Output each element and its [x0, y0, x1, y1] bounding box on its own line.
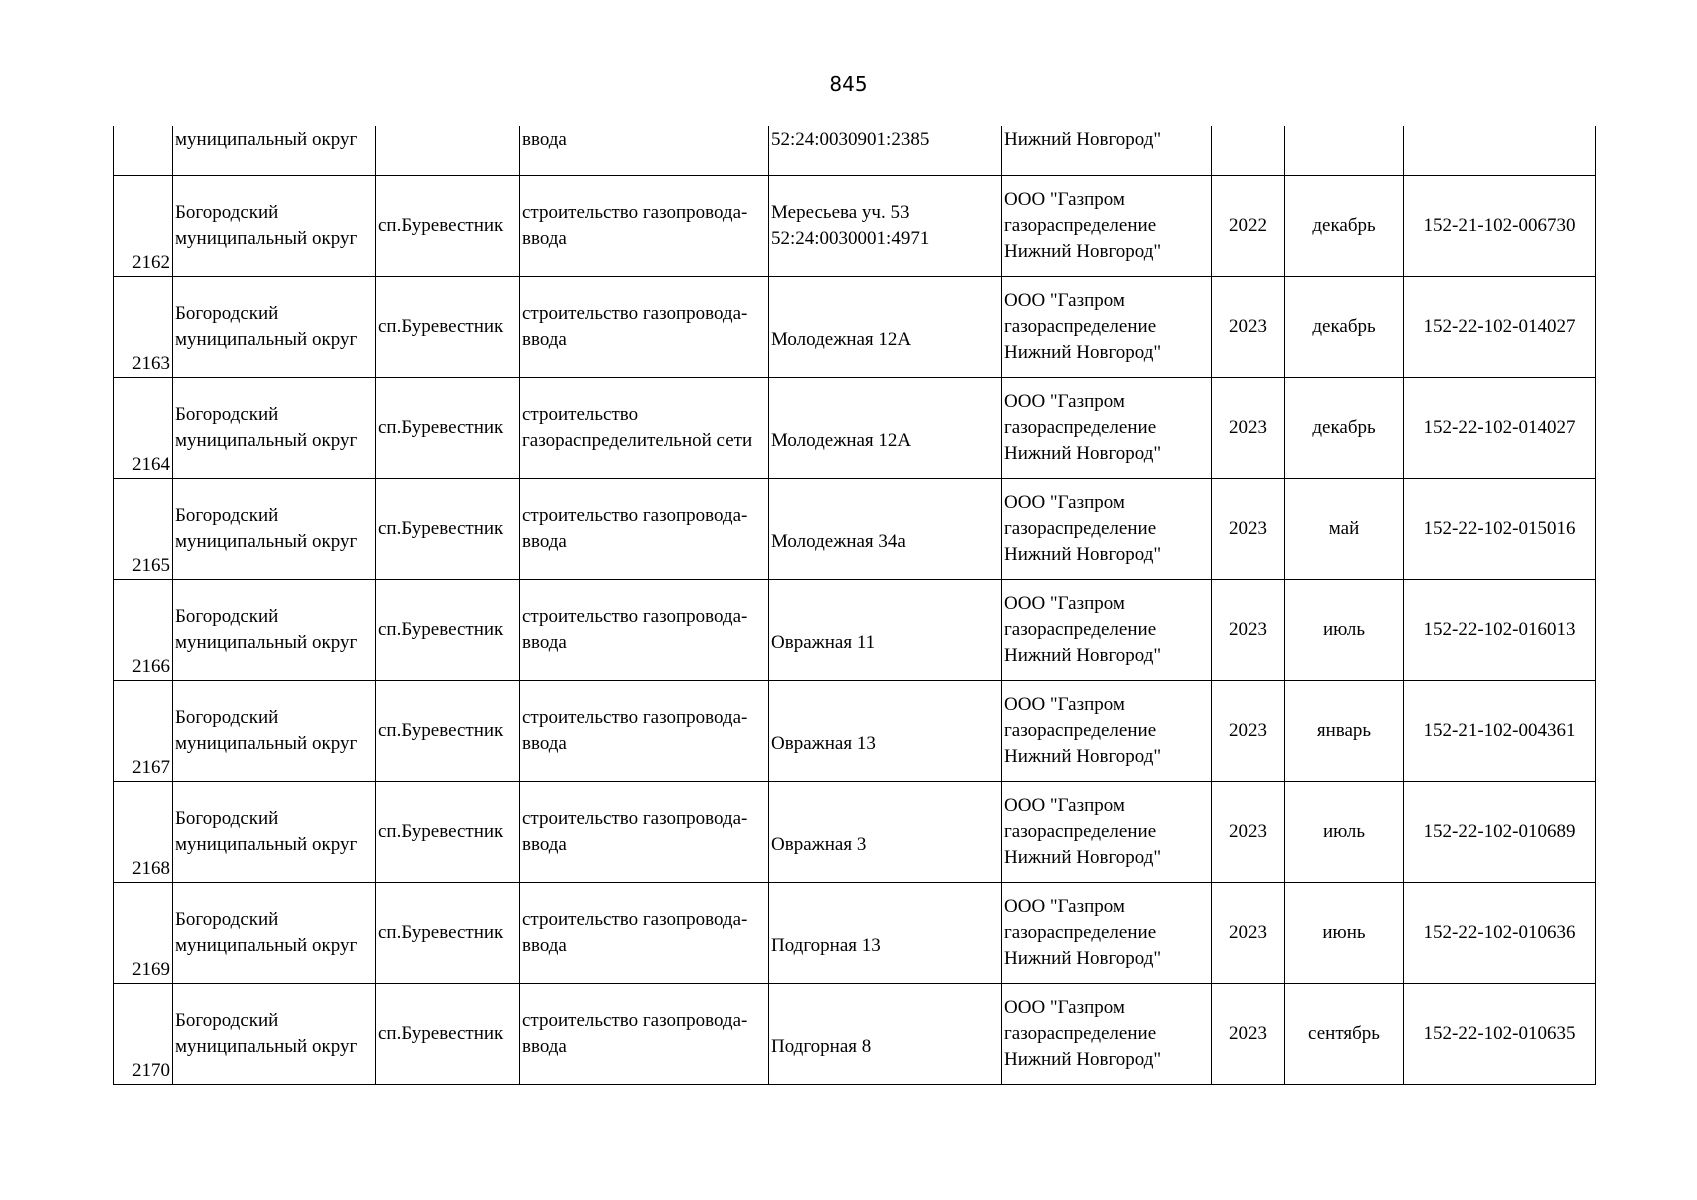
work-type-cell-line: строительство газопровода- [522, 303, 748, 324]
organization-cell-line: ООО "Газпром [1004, 391, 1125, 412]
code-cell: 152-22-102-015016 [1404, 479, 1596, 580]
month-cell: сентябрь [1285, 984, 1404, 1085]
district-cell-line: муниципальный округ [175, 935, 358, 956]
organization-cell-line: ООО "Газпром [1004, 694, 1125, 715]
table-row [114, 782, 1596, 883]
address-cell [769, 176, 1002, 277]
work-type-cell-line: строительство газопровода- [522, 202, 748, 223]
work-type-cell-line: строительство газопровода- [522, 808, 748, 829]
work-type-cell [520, 277, 769, 378]
month-cell: декабрь [1285, 378, 1404, 479]
work-type-cell-line: газораспределительной сети [522, 430, 753, 451]
organization-cell-line: Нижний Новгород" [1004, 241, 1162, 262]
work-type-cell-line: ввода [522, 632, 567, 653]
address-cell-line [771, 301, 999, 327]
work-type-cell [520, 378, 769, 479]
address-cell [769, 479, 1002, 580]
district-cell-line: Богородский [175, 909, 279, 930]
table-row [114, 176, 1596, 277]
work-type-cell-line: ввода [522, 935, 567, 956]
organization-cell-line: Нижний Новгород" [1004, 342, 1162, 363]
year-cell: 2022 [1212, 176, 1285, 277]
page-number: 845 [829, 72, 868, 96]
district-cell-line: муниципальный округ [175, 1036, 358, 1057]
organization-cell [1002, 580, 1212, 681]
district-cell-line: муниципальный округ [175, 531, 358, 552]
code-cell: 152-22-102-014027 [1404, 277, 1596, 378]
organization-cell-line: газораспределение [1004, 1023, 1157, 1044]
work-type-cell-line: ввода [522, 1036, 567, 1057]
organization-cell-line: газораспределение [1004, 215, 1157, 236]
district-cell [173, 479, 376, 580]
work-type-cell [520, 883, 769, 984]
code-cell: 152-22-102-016013 [1404, 580, 1596, 681]
registry-table [113, 126, 1596, 1085]
organization-cell-line: Нижний Новгород" [1004, 645, 1162, 666]
work-type-cell-line: строительство газопровода- [522, 606, 748, 627]
address-cell-line [771, 705, 999, 731]
organization-cell-line: ООО "Газпром [1004, 492, 1125, 513]
year-cell: 2023 [1212, 277, 1285, 378]
work-type-cell-line: строительство газопровода- [522, 1010, 748, 1031]
work-type-cell-line: строительство [522, 404, 639, 425]
row-number: 2169 [114, 883, 173, 984]
settlement-cell: сп.Буревестник [376, 479, 520, 580]
table-row [114, 479, 1596, 580]
address-cell [769, 277, 1002, 378]
code-cell: 152-22-102-014027 [1404, 378, 1596, 479]
table-row [114, 277, 1596, 378]
address-cell-line [771, 907, 999, 933]
district-cell [173, 883, 376, 984]
district-cell [173, 782, 376, 883]
row-number: 2165 [114, 479, 173, 580]
code-cell [1404, 126, 1596, 176]
address-cell-line: 52:24:0030001:4971 [771, 228, 930, 249]
code-cell: 152-21-102-004361 [1404, 681, 1596, 782]
address-cell-line: Подгорная 13 [771, 935, 881, 956]
year-cell [1212, 126, 1285, 176]
address-cell [769, 580, 1002, 681]
work-type-cell [520, 984, 769, 1085]
year-cell: 2023 [1212, 580, 1285, 681]
year-cell: 2023 [1212, 782, 1285, 883]
organization-cell [1002, 378, 1212, 479]
address-cell [769, 378, 1002, 479]
organization-cell [1002, 984, 1212, 1085]
table-row [114, 378, 1596, 479]
month-cell: январь [1285, 681, 1404, 782]
month-cell: май [1285, 479, 1404, 580]
year-cell: 2023 [1212, 378, 1285, 479]
work-type-cell [520, 681, 769, 782]
code-cell: 152-22-102-010635 [1404, 984, 1596, 1085]
table-row [114, 984, 1596, 1085]
organization-cell [1002, 277, 1212, 378]
district-cell-line: Богородский [175, 202, 279, 223]
district-cell-line: Богородский [175, 606, 279, 627]
table-row [114, 681, 1596, 782]
address-cell-line: Овражная 3 [771, 834, 867, 855]
organization-cell [1002, 176, 1212, 277]
settlement-cell: сп.Буревестник [376, 176, 520, 277]
address-cell-line [771, 1008, 999, 1034]
organization-cell-line: газораспределение [1004, 518, 1157, 539]
settlement-cell: сп.Буревестник [376, 580, 520, 681]
year-cell: 2023 [1212, 984, 1285, 1085]
work-type-cell [520, 176, 769, 277]
organization-cell-line: ООО "Газпром [1004, 189, 1125, 210]
code-cell: 152-22-102-010636 [1404, 883, 1596, 984]
year-cell: 2023 [1212, 681, 1285, 782]
organization-cell [1002, 782, 1212, 883]
district-cell [173, 984, 376, 1085]
organization-cell-line: Нижний Новгород" [1004, 1049, 1162, 1070]
work-type-cell-line: строительство газопровода- [522, 707, 748, 728]
work-type-cell-line: ввода [522, 733, 567, 754]
row-number: 2168 [114, 782, 173, 883]
year-cell: 2023 [1212, 883, 1285, 984]
year-cell: 2023 [1212, 479, 1285, 580]
address-cell-line [771, 604, 999, 630]
work-type-cell-line: строительство газопровода- [522, 909, 748, 930]
organization-cell [1002, 883, 1212, 984]
organization-cell-line: ООО "Газпром [1004, 795, 1125, 816]
district-cell-line: Богородский [175, 1010, 279, 1031]
table-row-continued [114, 126, 1596, 176]
settlement-cell: сп.Буревестник [376, 378, 520, 479]
organization-cell-line: газораспределение [1004, 922, 1157, 943]
district-cell [173, 378, 376, 479]
settlement-cell: сп.Буревестник [376, 984, 520, 1085]
address-cell-line [771, 402, 999, 428]
work-type-cell-line: ввода [522, 329, 567, 350]
row-number: 2166 [114, 580, 173, 681]
month-cell [1285, 126, 1404, 176]
organization-cell-line: газораспределение [1004, 821, 1157, 842]
district-cell-line: муниципальный округ [175, 632, 358, 653]
settlement-cell [376, 126, 520, 176]
work-type-cell [520, 479, 769, 580]
work-type-cell-line: ввода [522, 834, 567, 855]
organization-cell [1002, 681, 1212, 782]
month-cell: июнь [1285, 883, 1404, 984]
organization-cell-line: газораспределение [1004, 619, 1157, 640]
month-cell: декабрь [1285, 277, 1404, 378]
organization-cell-line: ООО "Газпром [1004, 997, 1125, 1018]
district-cell-line: муниципальный округ [175, 834, 358, 855]
code-cell: 152-21-102-006730 [1404, 176, 1596, 277]
organization-cell-line: газораспределение [1004, 316, 1157, 337]
settlement-cell: сп.Буревестник [376, 277, 520, 378]
row-number: 2167 [114, 681, 173, 782]
address-cell-line: Молодежная 12А [771, 430, 912, 451]
address-cell-line: Мересьева уч. 53 [771, 202, 910, 223]
organization-cell-line: ООО "Газпром [1004, 593, 1125, 614]
address-cell [769, 782, 1002, 883]
month-cell: июль [1285, 782, 1404, 883]
organization-cell [1002, 479, 1212, 580]
address-cell [769, 681, 1002, 782]
address-cell [769, 883, 1002, 984]
row-number: 2162 [114, 176, 173, 277]
organization-cell-line: Нижний Новгород" [1004, 443, 1162, 464]
organization-cell-line: ООО "Газпром [1004, 896, 1125, 917]
district-cell [173, 580, 376, 681]
district-cell-line: муниципальный округ [175, 228, 358, 249]
address-cell-line: Овражная 13 [771, 733, 876, 754]
address-cell-line: Овражная 11 [771, 632, 876, 653]
district-cell: муниципальный округ [173, 126, 376, 176]
district-cell-line: муниципальный округ [175, 430, 358, 451]
month-cell: декабрь [1285, 176, 1404, 277]
organization-cell-line: Нижний Новгород" [1004, 746, 1162, 767]
address-cell-line: Молодежная 34а [771, 531, 906, 552]
organization-cell-line: ООО "Газпром [1004, 290, 1125, 311]
table-row [114, 580, 1596, 681]
address-cell-line: Молодежная 12А [771, 329, 912, 350]
district-cell-line: муниципальный округ [175, 733, 358, 754]
code-cell: 152-22-102-010689 [1404, 782, 1596, 883]
table-row [114, 883, 1596, 984]
district-cell [173, 176, 376, 277]
address-cell-line [771, 806, 999, 832]
work-type-cell-line: ввода [522, 228, 567, 249]
organization-cell-line: Нижний Новгород" [1004, 948, 1162, 969]
row-number [114, 126, 173, 176]
district-cell [173, 277, 376, 378]
work-type-cell-line: ввода [522, 531, 567, 552]
work-type-cell-line: строительство газопровода- [522, 505, 748, 526]
work-type-cell [520, 782, 769, 883]
settlement-cell: сп.Буревестник [376, 782, 520, 883]
address-cell-line: Подгорная 8 [771, 1036, 872, 1057]
district-cell [173, 681, 376, 782]
table-body [114, 126, 1596, 1085]
address-cell-line [771, 503, 999, 529]
address-cell [769, 984, 1002, 1085]
month-cell: июль [1285, 580, 1404, 681]
row-number: 2163 [114, 277, 173, 378]
district-cell-line: Богородский [175, 505, 279, 526]
row-number: 2170 [114, 984, 173, 1085]
district-cell-line: Богородский [175, 303, 279, 324]
district-cell-line: муниципальный округ [175, 329, 358, 350]
organization-cell: Нижний Новгород" [1002, 126, 1212, 176]
organization-cell-line: Нижний Новгород" [1004, 544, 1162, 565]
address-cell: 52:24:0030901:2385 [769, 126, 1002, 176]
organization-cell-line: газораспределение [1004, 417, 1157, 438]
organization-cell-line: Нижний Новгород" [1004, 847, 1162, 868]
settlement-cell: сп.Буревестник [376, 883, 520, 984]
settlement-cell: сп.Буревестник [376, 681, 520, 782]
district-cell-line: Богородский [175, 808, 279, 829]
organization-cell-line: газораспределение [1004, 720, 1157, 741]
district-cell-line: Богородский [175, 707, 279, 728]
district-cell-line: Богородский [175, 404, 279, 425]
row-number: 2164 [114, 378, 173, 479]
work-type-cell [520, 580, 769, 681]
work-type-cell: ввода [520, 126, 769, 176]
